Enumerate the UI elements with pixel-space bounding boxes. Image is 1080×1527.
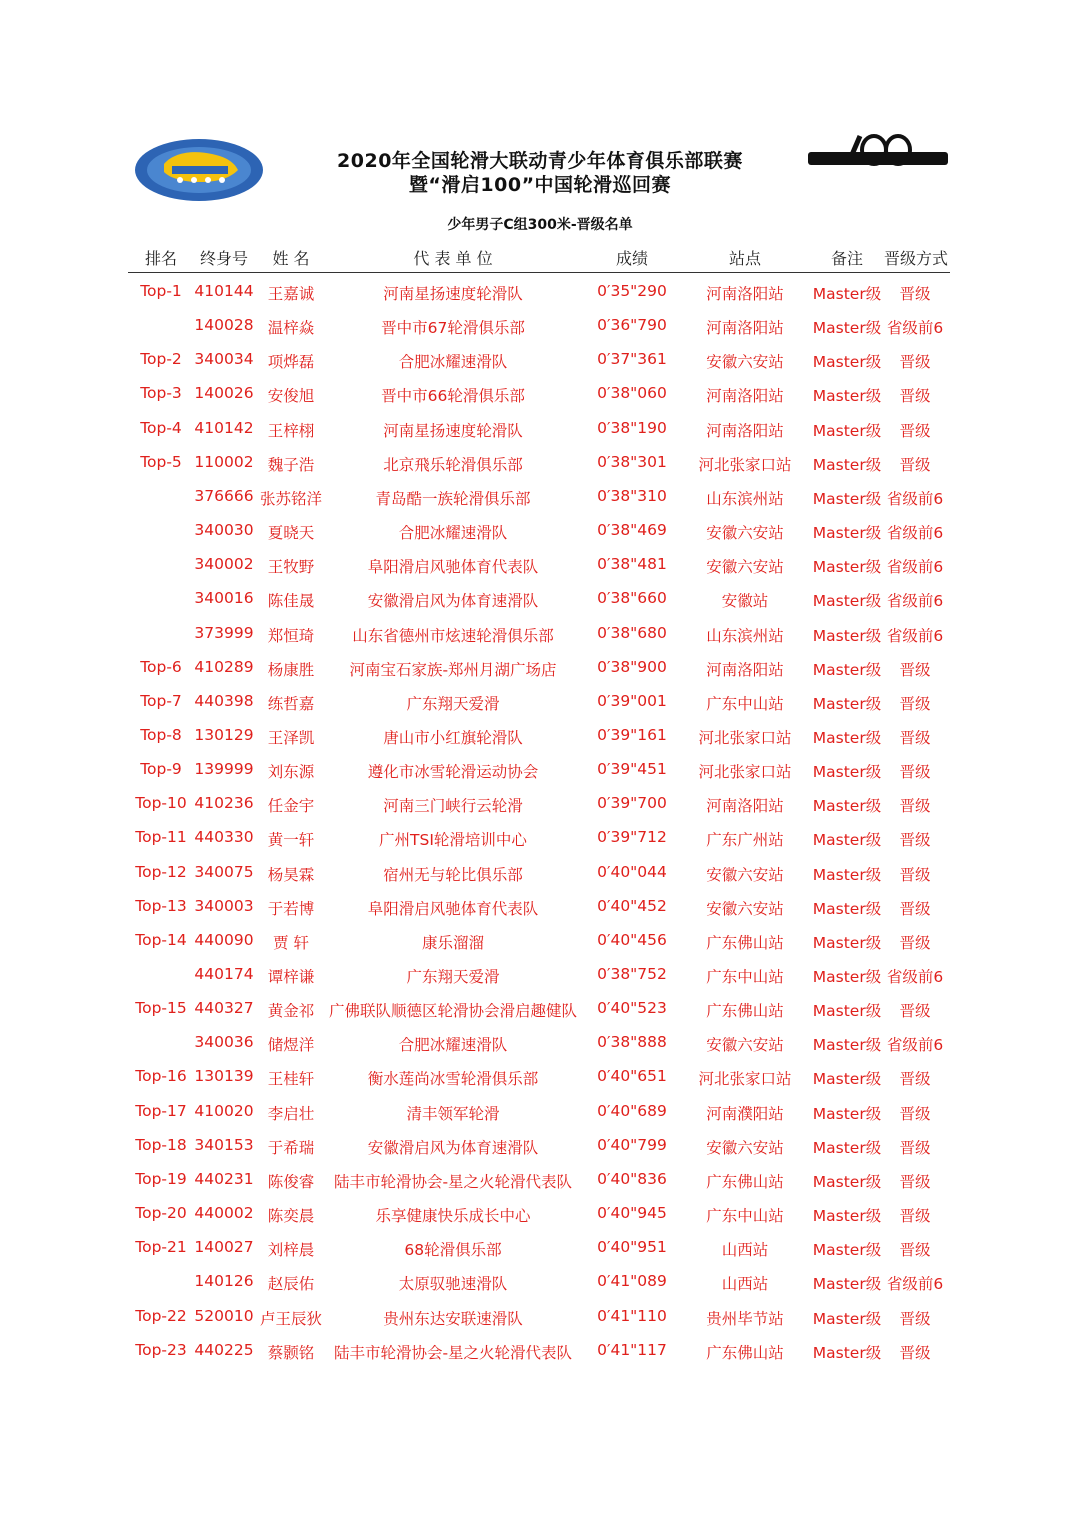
cell-result: 0′40"799 (597, 1135, 667, 1154)
cell-id: 340016 (194, 589, 254, 608)
cell-id: 140026 (194, 384, 254, 403)
col-id: 终身号 (199, 249, 248, 268)
table-row (0, 658, 1080, 684)
cell-id: 373999 (194, 623, 254, 642)
cell-id: 520010 (194, 1306, 254, 1325)
table-row (0, 965, 1080, 991)
cell-note: Master级 (812, 626, 882, 645)
col-station: 站点 (728, 249, 761, 268)
cell-rank: Top-17 (135, 1101, 187, 1120)
table-row (0, 282, 1080, 308)
cell-result: 0′40"689 (597, 1101, 667, 1120)
table-row (0, 350, 1080, 376)
cell-unit: 广东翔天爱滑 (406, 968, 500, 986)
cell-id: 340036 (194, 1033, 254, 1052)
cell-unit: 合肥冰耀速滑队 (398, 1036, 508, 1055)
cell-result: 0′38"190 (597, 418, 667, 437)
cell-id: 340003 (194, 896, 254, 915)
cell-note: Master级 (812, 933, 882, 952)
cell-id: 340075 (194, 862, 254, 881)
cell-name: 王桂轩 (267, 1070, 315, 1089)
cell-station: 安徽站 (721, 592, 769, 611)
cell-rank: Top-19 (135, 1169, 187, 1188)
table-row (0, 1170, 1080, 1196)
cell-station: 广东中山站 (706, 694, 784, 713)
cell-rank: Top-2 (140, 350, 182, 369)
cell-note: Master级 (812, 387, 882, 406)
cell-result: 0′41"117 (597, 1340, 667, 1359)
cell-id: 140028 (194, 316, 254, 335)
cell-result: 0′40"951 (597, 1238, 667, 1257)
table-row (0, 1033, 1080, 1059)
cell-station: 河南洛阳站 (706, 387, 784, 406)
cell-name: 陈俊睿 (267, 1172, 315, 1191)
cell-result: 0′39"001 (597, 691, 667, 710)
table-row (0, 589, 1080, 615)
title-line-2: 暨“滑启100”中国轮滑巡回赛 (408, 174, 672, 196)
cell-result: 0′38"900 (597, 657, 667, 676)
cell-name: 练哲嘉 (267, 694, 315, 713)
cell-station: 安徽六安站 (706, 1138, 784, 1157)
table-row (0, 555, 1080, 581)
table-row (0, 863, 1080, 889)
cell-station: 广东中山站 (706, 968, 784, 986)
cell-advance: 晋级 (899, 933, 931, 952)
col-note: 备注 (830, 249, 863, 268)
cell-name: 刘东源 (267, 763, 315, 782)
cell-rank: Top-13 (135, 896, 187, 915)
cell-unit: 河南星扬速度轮滑队 (383, 285, 523, 303)
cell-unit: 贵州东达安联速滑队 (383, 1309, 523, 1328)
cell-station: 山西站 (721, 1241, 769, 1260)
cell-advance: 晋级 (899, 899, 931, 918)
cell-name: 陈奕晨 (267, 1207, 315, 1226)
cell-rank: Top-18 (135, 1135, 187, 1154)
cell-id: 130129 (194, 725, 254, 744)
table-row (0, 726, 1080, 752)
cell-name: 卢王辰狄 (259, 1309, 322, 1328)
cell-rank: Top-7 (140, 691, 182, 710)
cell-name: 王牧野 (267, 558, 315, 577)
table-row (0, 897, 1080, 923)
cell-result: 0′40"456 (597, 930, 667, 949)
cell-unit: 衡水莲尚冰雪轮滑俱乐部 (367, 1070, 539, 1089)
cell-rank: Top-11 (135, 828, 187, 847)
cell-result: 0′38"752 (597, 965, 667, 983)
cell-rank: Top-21 (135, 1238, 187, 1257)
cell-advance: 晋级 (899, 1172, 931, 1191)
cell-result: 0′36"790 (597, 316, 667, 335)
cell-note: Master级 (812, 1343, 882, 1362)
table-row (0, 384, 1080, 410)
cell-result: 0′38"660 (597, 589, 667, 608)
cell-station: 山东滨州站 (706, 626, 784, 645)
cell-note: Master级 (812, 1002, 882, 1021)
cell-result: 0′38"680 (597, 623, 667, 642)
cell-note: Master级 (812, 489, 882, 508)
title-line-1: 2020年全国轮滑大联动青少年体育俱乐部联赛 (337, 150, 743, 172)
cell-name: 安俊旭 (267, 387, 315, 406)
cell-station: 安徽六安站 (706, 558, 784, 577)
cell-rank: Top-12 (135, 862, 187, 881)
cell-id: 410020 (194, 1101, 254, 1120)
cell-name: 陈佳晟 (267, 592, 315, 611)
cell-advance: 晋级 (899, 387, 931, 406)
table-row (0, 419, 1080, 445)
table-row (0, 1272, 1080, 1298)
cell-id: 410236 (194, 794, 254, 813)
cell-advance: 晋级 (899, 694, 931, 713)
cell-rank: Top-5 (140, 452, 182, 471)
cell-name: 项烨磊 (267, 353, 315, 372)
cell-id: 110002 (194, 452, 254, 471)
cell-station: 河北张家口站 (698, 763, 792, 782)
cell-name: 夏晓天 (267, 524, 315, 543)
cell-rank: Top-3 (140, 384, 182, 403)
table-row (0, 1136, 1080, 1162)
cell-rank: Top-10 (135, 794, 187, 813)
cell-station: 河南濮阳站 (706, 1104, 784, 1123)
cell-result: 0′40"651 (597, 1067, 667, 1086)
table-row (0, 453, 1080, 479)
cell-id: 340002 (194, 555, 254, 574)
cell-advance: 省级前6 (886, 626, 944, 645)
cell-station: 安徽六安站 (706, 524, 784, 543)
cell-station: 广东中山站 (706, 1207, 784, 1226)
list-subtitle: 少年男子C组300米-晋级名单 (447, 217, 633, 233)
cell-name: 储煜洋 (267, 1036, 315, 1055)
cell-note: Master级 (812, 1138, 882, 1157)
cell-result: 0′39"700 (597, 794, 667, 813)
cell-note: Master级 (812, 728, 882, 747)
cell-result: 0′41"089 (597, 1272, 667, 1291)
cell-note: Master级 (812, 1309, 882, 1328)
cell-advance: 省级前6 (886, 1275, 944, 1294)
col-result: 成绩 (615, 249, 648, 268)
cell-advance: 省级前6 (886, 592, 944, 611)
cell-note: Master级 (812, 1070, 882, 1089)
cell-id: 440330 (194, 828, 254, 847)
cell-unit: 合肥冰耀速滑队 (398, 353, 508, 372)
cell-result: 0′38"469 (597, 521, 667, 540)
cell-result: 0′37"361 (597, 350, 667, 369)
table-row (0, 521, 1080, 547)
table-row (0, 316, 1080, 342)
cell-result: 0′39"451 (597, 760, 667, 779)
cell-name: 蔡颢铭 (267, 1343, 315, 1362)
cell-note: Master级 (812, 1207, 882, 1226)
cell-note: Master级 (812, 968, 882, 986)
cell-result: 0′35"290 (597, 282, 667, 300)
cell-station: 广东佛山站 (706, 1002, 784, 1021)
cell-station: 广东佛山站 (706, 933, 784, 952)
cell-note: Master级 (812, 865, 882, 884)
table-row (0, 692, 1080, 718)
cell-note: Master级 (812, 1275, 882, 1294)
table-row (0, 931, 1080, 957)
cell-id: 410142 (194, 418, 254, 437)
cell-result: 0′39"161 (597, 725, 667, 744)
cell-unit: 安徽滑启风为体育速滑队 (367, 1138, 539, 1157)
cell-id: 130139 (194, 1067, 254, 1086)
cell-station: 河北张家口站 (698, 1070, 792, 1089)
cell-station: 广东佛山站 (706, 1172, 784, 1191)
cell-note: Master级 (812, 899, 882, 918)
cell-rank: Top-20 (135, 1204, 187, 1223)
cell-advance: 晋级 (899, 1070, 931, 1089)
cell-station: 河南洛阳站 (706, 797, 784, 816)
col-rank: 排名 (144, 249, 177, 268)
cell-rank: Top-1 (140, 282, 182, 300)
cell-unit: 遵化市冰雪轮滑运动协会 (367, 763, 539, 782)
cell-id: 440231 (194, 1169, 254, 1188)
table-row (0, 487, 1080, 513)
cell-note: Master级 (812, 1241, 882, 1260)
cell-unit: 陆丰市轮滑协会-星之火轮滑代表队 (333, 1172, 573, 1191)
cell-id: 340034 (194, 350, 254, 369)
cell-name: 王梓栩 (267, 421, 315, 440)
table-row (0, 624, 1080, 650)
cell-rank: Top-6 (140, 657, 182, 676)
cell-note: Master级 (812, 694, 882, 713)
cell-unit: 乐享健康快乐成长中心 (375, 1207, 531, 1226)
table-row (0, 1341, 1080, 1367)
table-row (0, 1204, 1080, 1230)
cell-station: 山东滨州站 (706, 489, 784, 508)
cell-name: 黄金祁 (267, 1002, 315, 1021)
cell-rank: Top-15 (135, 999, 187, 1018)
cell-station: 山西站 (721, 1275, 769, 1294)
cell-note: Master级 (812, 455, 882, 474)
cell-unit: 晋中市66轮滑俱乐部 (381, 387, 525, 406)
table-row (0, 999, 1080, 1025)
cell-advance: 省级前6 (886, 968, 944, 986)
cell-name: 郑恒琦 (267, 626, 315, 645)
cell-result: 0′41"110 (597, 1306, 667, 1325)
cell-result: 0′40"523 (597, 999, 667, 1018)
cell-station: 安徽六安站 (706, 1036, 784, 1055)
cell-station: 贵州毕节站 (706, 1309, 784, 1328)
cell-name: 谭梓谦 (267, 968, 315, 986)
cell-result: 0′40"945 (597, 1204, 667, 1223)
cell-unit: 北京飛乐轮滑俱乐部 (383, 455, 523, 474)
cell-advance: 晋级 (899, 763, 931, 782)
cell-name: 杨昊霖 (267, 865, 315, 884)
cell-note: Master级 (812, 763, 882, 782)
cell-result: 0′40"836 (597, 1169, 667, 1188)
cell-unit: 青岛酷一族轮滑俱乐部 (375, 489, 531, 508)
cell-unit: 清丰领军轮滑 (406, 1104, 500, 1123)
cell-result: 0′38"888 (597, 1033, 667, 1052)
cell-unit: 阜阳滑启风驰体育代表队 (367, 899, 539, 918)
cell-note: Master级 (812, 1104, 882, 1123)
cell-advance: 晋级 (899, 728, 931, 747)
cell-unit: 太原驭驰速滑队 (398, 1275, 508, 1294)
cell-advance: 省级前6 (886, 319, 944, 338)
col-advance: 晋级方式 (884, 249, 949, 268)
table-row (0, 1307, 1080, 1333)
cell-name: 杨康胜 (267, 660, 315, 679)
table-row (0, 1067, 1080, 1093)
cell-rank: Top-22 (135, 1306, 187, 1325)
cell-note: Master级 (812, 319, 882, 338)
cell-result: 0′40"044 (597, 862, 667, 881)
cell-note: Master级 (812, 592, 882, 611)
cell-rank: Top-8 (140, 725, 182, 744)
cell-id: 140027 (194, 1238, 254, 1257)
cell-id: 139999 (194, 760, 254, 779)
cell-unit: 唐山市小红旗轮滑队 (383, 728, 523, 747)
cell-name: 温梓焱 (267, 319, 315, 338)
cell-advance: 晋级 (899, 831, 931, 850)
table-row (0, 1102, 1080, 1128)
cell-advance: 晋级 (899, 797, 931, 816)
cell-advance: 晋级 (899, 1138, 931, 1157)
cell-unit: 康乐溜溜 (421, 933, 484, 952)
cell-advance: 晋级 (899, 285, 931, 303)
cell-unit: 河南星扬速度轮滑队 (383, 421, 523, 440)
cell-id: 410289 (194, 657, 254, 676)
cell-note: Master级 (812, 797, 882, 816)
cell-advance: 省级前6 (886, 524, 944, 543)
cell-id: 440327 (194, 999, 254, 1018)
cell-advance: 晋级 (899, 1241, 931, 1260)
table-row (0, 828, 1080, 854)
col-unit: 代 表 单 位 (413, 249, 493, 268)
cell-station: 河南洛阳站 (706, 319, 784, 338)
cell-unit: 陆丰市轮滑协会-星之火轮滑代表队 (333, 1343, 573, 1362)
cell-result: 0′40"452 (597, 896, 667, 915)
cell-result: 0′39"712 (597, 828, 667, 847)
cell-advance: 晋级 (899, 1104, 931, 1123)
cell-name: 李启壮 (267, 1104, 315, 1123)
cell-station: 安徽六安站 (706, 353, 784, 372)
cell-name: 刘梓晨 (267, 1241, 315, 1260)
cell-note: Master级 (812, 285, 882, 303)
cell-name: 黄一轩 (267, 831, 315, 850)
cell-advance: 省级前6 (886, 1036, 944, 1055)
cell-advance: 晋级 (899, 1343, 931, 1362)
cell-station: 河北张家口站 (698, 455, 792, 474)
cell-station: 河南洛阳站 (706, 421, 784, 440)
cell-unit: 广东翔天爱滑 (406, 694, 500, 713)
cell-advance: 晋级 (899, 353, 931, 372)
cell-id: 440002 (194, 1204, 254, 1223)
cell-result: 0′38"310 (597, 486, 667, 505)
cell-unit: 河南三门峡行云轮滑 (383, 797, 523, 816)
cell-advance: 晋级 (899, 421, 931, 440)
cell-id: 340153 (194, 1135, 254, 1154)
cell-name: 于希瑞 (267, 1138, 315, 1157)
cell-name: 赵辰佑 (267, 1275, 315, 1294)
cell-rank: Top-4 (140, 418, 182, 437)
cell-id: 340030 (194, 521, 254, 540)
cell-note: Master级 (812, 831, 882, 850)
cell-note: Master级 (812, 558, 882, 577)
cell-unit: 宿州无与轮比俱乐部 (383, 865, 523, 884)
cell-station: 河南洛阳站 (706, 660, 784, 679)
cell-rank: Top-9 (140, 760, 182, 779)
cell-note: Master级 (812, 1172, 882, 1191)
cell-advance: 晋级 (899, 455, 931, 474)
col-name: 姓 名 (272, 249, 310, 268)
cell-advance: 晋级 (899, 865, 931, 884)
cell-id: 376666 (194, 486, 254, 505)
cell-unit: 山东省德州市炫速轮滑俱乐部 (352, 626, 554, 645)
cell-unit: 河南宝石家族-郑州月湖广场店 (349, 660, 557, 679)
cell-rank: Top-16 (135, 1067, 187, 1086)
cell-name: 张苏铭洋 (259, 489, 322, 508)
cell-result: 0′38"060 (597, 384, 667, 403)
table-row (0, 794, 1080, 820)
cell-advance: 晋级 (899, 1002, 931, 1021)
cell-id: 440225 (194, 1340, 254, 1359)
cell-unit: 阜阳滑启风驰体育代表队 (367, 558, 539, 577)
cell-id: 140126 (194, 1272, 254, 1291)
cell-unit: 68轮滑俱乐部 (404, 1241, 502, 1260)
cell-advance: 晋级 (899, 1309, 931, 1328)
cell-station: 河北张家口站 (698, 728, 792, 747)
cell-unit: 广州TSI轮滑培训中心 (379, 831, 527, 850)
cell-advance: 晋级 (899, 660, 931, 679)
cell-rank: Top-23 (135, 1340, 187, 1359)
cell-name: 任金宇 (267, 797, 315, 816)
cell-name: 王嘉诚 (267, 285, 315, 303)
cell-name: 王泽凯 (267, 728, 315, 747)
cell-advance: 省级前6 (886, 558, 944, 577)
table-row (0, 760, 1080, 786)
cell-note: Master级 (812, 660, 882, 679)
cell-station: 安徽六安站 (706, 865, 784, 884)
cell-advance: 晋级 (899, 1207, 931, 1226)
cell-unit: 晋中市67轮滑俱乐部 (381, 319, 525, 338)
cell-id: 440398 (194, 691, 254, 710)
cell-note: Master级 (812, 1036, 882, 1055)
cell-id: 440090 (194, 930, 254, 949)
cell-advance: 省级前6 (886, 489, 944, 508)
cell-station: 广东广州站 (706, 831, 784, 850)
cell-note: Master级 (812, 421, 882, 440)
cell-name: 于若博 (267, 899, 315, 918)
cell-station: 河南洛阳站 (706, 285, 784, 303)
cell-id: 410144 (194, 282, 254, 300)
cell-name: 贾 轩 (273, 933, 309, 952)
cell-result: 0′38"481 (597, 555, 667, 574)
cell-note: Master级 (812, 353, 882, 372)
cell-station: 安徽六安站 (706, 899, 784, 918)
cell-id: 440174 (194, 965, 254, 983)
cell-unit: 合肥冰耀速滑队 (398, 524, 508, 543)
cell-name: 魏子浩 (267, 455, 315, 474)
cell-note: Master级 (812, 524, 882, 543)
cell-unit: 广佛联队顺德区轮滑协会滑启趣健队 (328, 1002, 577, 1021)
cell-station: 广东佛山站 (706, 1343, 784, 1362)
cell-unit: 安徽滑启风为体育速滑队 (367, 592, 539, 611)
table-row (0, 1238, 1080, 1264)
cell-result: 0′38"301 (597, 452, 667, 471)
cell-rank: Top-14 (135, 930, 187, 949)
